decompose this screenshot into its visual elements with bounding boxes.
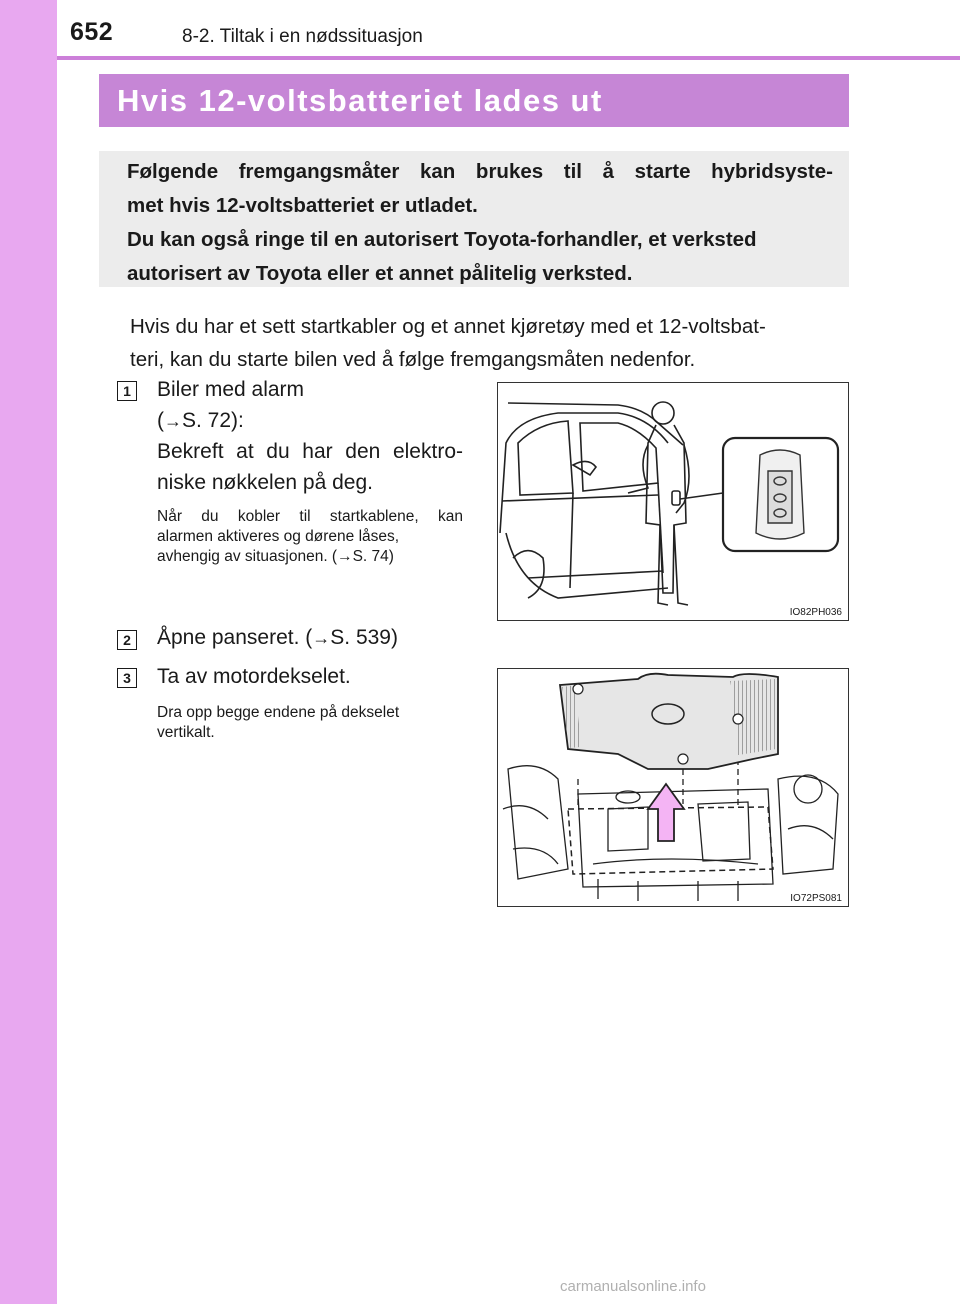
body-line-1: Hvis du har et sett startkabler og et annet kjøretøy med et 12-voltsbat- <box>130 315 766 338</box>
arrow-right-icon: → <box>312 628 331 648</box>
step-1-note-3-text: avhengig av situasjonen. ( <box>157 548 338 565</box>
section-label: 8-2. Tiltak i en nødssituasjon <box>182 26 423 47</box>
illustration-key-fob <box>497 382 849 621</box>
page-number: 652 <box>70 18 114 46</box>
step-1-note-2: alarmen aktiveres og dørene låses, <box>157 528 400 545</box>
step-3-note-2: vertikalt. <box>157 724 215 741</box>
intro-line-2: met hvis 12-voltsbatteriet er utladet. <box>127 194 478 217</box>
illustration-engine-cover <box>497 668 849 907</box>
step-1-number: 1 <box>117 381 137 401</box>
engine-cover-drawing <box>498 669 848 906</box>
header-rule <box>57 56 960 60</box>
step-2-text-main: Åpne panseret. ( <box>157 626 313 649</box>
step-1-line-1: Biler med alarm <box>157 378 305 401</box>
body-paragraph <box>130 310 848 376</box>
step-1-note-3 <box>157 547 394 566</box>
step-2-page-ref[interactable]: S. 539) <box>330 626 398 649</box>
title-bar <box>99 74 849 127</box>
step-1-page-ref[interactable]: S. 72): <box>182 409 244 432</box>
intro-line-3: Du kan også ringe til en autorisert Toyota-forhandler, et verksted <box>127 228 757 251</box>
illustration-code: IO82PH036 <box>789 607 842 618</box>
arrow-right-icon: → <box>337 548 353 565</box>
step-1-note-1: Når du kobler til startkablene, kan <box>157 508 463 525</box>
intro-line-4: autorisert av Toyota eller et annet pålitelig verksted. <box>127 262 633 285</box>
car-and-person-drawing <box>498 383 848 620</box>
intro-line-1: Følgende fremgangsmåter kan brukes til å starte hybridsyste- <box>127 160 833 183</box>
body-line-2: teri, kan du starte bilen ved å følge fremgangsmåten nedenfor. <box>130 348 696 371</box>
paren-open: ( <box>157 409 164 432</box>
intro-box <box>99 151 849 287</box>
step-3-note-1: Dra opp begge endene på dekselet <box>157 704 400 721</box>
intro-text <box>127 155 833 291</box>
chapter-side-band <box>0 0 57 1304</box>
step-2-text <box>157 622 398 654</box>
step-1-line-3: Bekreft at du har den elektro- <box>157 440 463 463</box>
step-2-number: 2 <box>117 630 137 650</box>
arrow-right-icon: → <box>164 411 182 431</box>
footer-watermark: carmanualsonline.info <box>560 1278 706 1295</box>
step-1-line-4: niske nøkkelen på deg. <box>157 471 373 494</box>
page-title: Hvis 12-voltsbatteriet lades ut <box>117 83 603 118</box>
step-1-note-page-ref[interactable]: S. 74) <box>352 548 394 565</box>
step-3-number: 3 <box>117 668 137 688</box>
step-1-line-2 <box>157 405 244 437</box>
illustration-code: IO72PS081 <box>790 893 842 904</box>
step-3-line-1: Ta av motordekselet. <box>157 665 351 688</box>
